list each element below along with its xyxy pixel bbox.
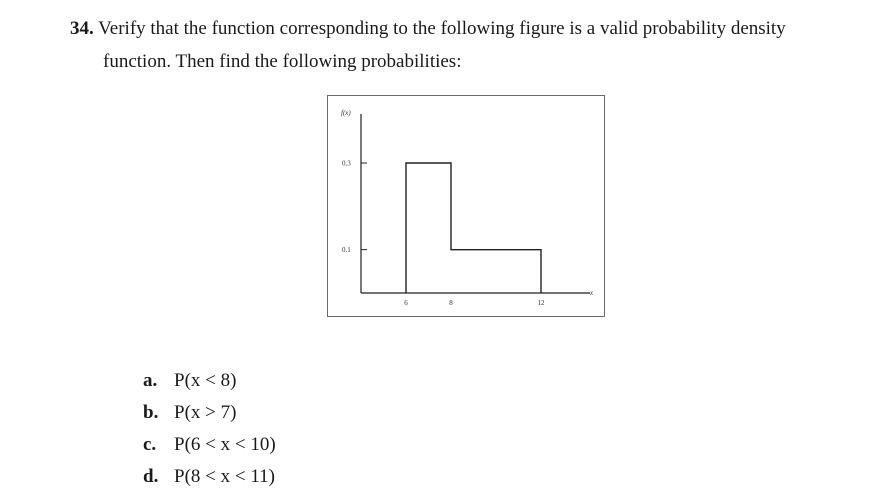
part-c-label: c. [143,434,157,455]
problem-text-1: Verify that the function corresponding to the following figure is a valid probability density [98,18,786,39]
y-tick-label-0.1: 0.1 [342,246,351,255]
problem-statement-line-1 [70,17,786,41]
part-b-expression: P(x > 7) [174,402,237,423]
x-tick-label-12: 12 [537,299,545,307]
part-d [143,465,275,489]
x-tick-label-6: 6 [404,299,408,307]
density-curve [406,163,541,293]
part-b-label: b. [143,402,159,423]
pdf-plot [328,96,606,318]
problem-number: 34. [70,18,94,39]
problem-statement-line-2: function. Then find the following probabilities: [103,51,462,72]
x-tick-label-8: 8 [449,299,453,307]
part-a-label: a. [143,370,158,391]
part-c [143,433,276,457]
part-a [143,369,236,393]
y-axis-label: f(x) [341,109,351,117]
part-b [143,401,236,425]
part-d-expression: P(8 < x < 11) [174,466,275,487]
y-tick-label-0.3: 0.3 [342,159,351,168]
part-d-label: d. [143,466,159,487]
x-axis-label: x [590,289,594,297]
pdf-figure [327,95,605,317]
part-c-expression: P(6 < x < 10) [174,434,276,455]
part-a-expression: P(x < 8) [174,370,237,391]
